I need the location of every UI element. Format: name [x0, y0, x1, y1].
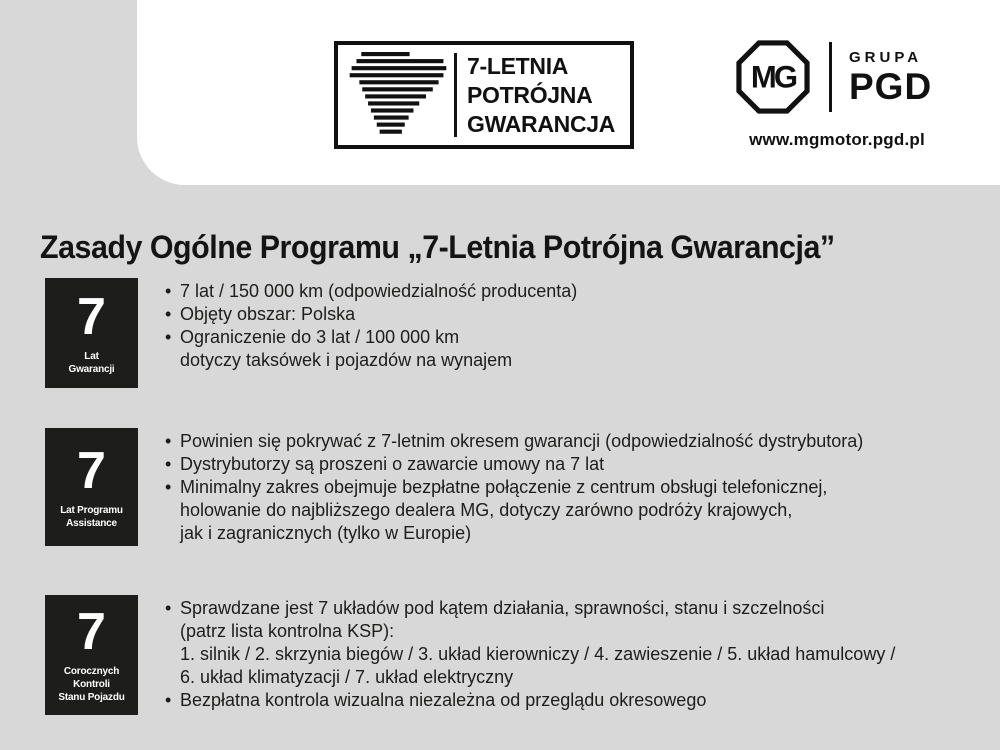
bullet-text: Minimalny zakres obejmuje bezpłatne połączenie z centrum obsługi telefonicznej, [180, 477, 828, 497]
bullet-marker [165, 620, 180, 643]
bullet-marker: • [165, 454, 172, 474]
badge-7-lat-programu-assistance [45, 428, 138, 546]
warranty-box-divider [454, 53, 457, 137]
bullet-marker: • [165, 690, 172, 710]
logo-divider [829, 42, 832, 112]
bullet-marker [165, 666, 180, 689]
bullet-line [165, 643, 895, 666]
bullet-line [165, 499, 863, 522]
badge-label-line1: Lat [84, 350, 99, 362]
badge-label-line2: Gwarancji [68, 363, 115, 375]
bullet-text: Ograniczenie do 3 lat / 100 000 km [180, 327, 460, 347]
bullet-line [165, 597, 895, 620]
bullet-text: Powinien się pokrywać z 7-letnim okresem gwarancji (odpowiedzialność dystrybutora) [180, 431, 864, 451]
bullet-line [165, 476, 863, 499]
mg-logo-icon [735, 40, 811, 114]
grupa-pgd-logo [849, 50, 932, 105]
warranty-line3: GWARANCJA [467, 110, 616, 137]
badge-label [69, 350, 115, 376]
bullet-marker: • [165, 431, 172, 451]
badge-label-line1: Lat Programu [60, 504, 123, 516]
bullet-marker: • [165, 598, 172, 618]
warranty-line1: 7-LETNIA [467, 52, 569, 79]
bullet-line [165, 280, 577, 303]
bullet-line [165, 620, 895, 643]
bullet-marker [165, 349, 180, 372]
badge-number: 7 [77, 603, 106, 661]
bullet-text: Bezpłatna kontrola wizualna niezależna od przeglądu okresowego [180, 690, 707, 710]
bullet-line [165, 303, 577, 326]
website-url: www.mgmotor.pgd.pl [749, 130, 925, 149]
section-warranty-bullets [165, 278, 577, 372]
bullet-text: dotyczy taksówek i pojazdów na wynajem [180, 350, 513, 370]
bullet-line [165, 522, 863, 545]
bullet-marker: • [165, 477, 172, 497]
bullet-text: Dystrybutorzy są proszeni o zawarcie umowy na 7 lat [180, 454, 605, 474]
section-inspections-bullets [165, 595, 895, 712]
bullet-line [165, 349, 577, 372]
bullet-text: (patrz lista kontrolna KSP): [180, 621, 395, 641]
bullet-marker: • [165, 304, 172, 324]
badge-label-line1: Corocznych Kontroli [63, 666, 120, 690]
section-inspections [45, 595, 980, 715]
warranty-logo-box [334, 41, 634, 149]
bullet-marker [165, 643, 180, 666]
bullet-line [165, 689, 895, 712]
header-panel [137, 0, 1000, 185]
bullet-marker [165, 499, 180, 522]
badge-7-corocznych-kontroli [45, 595, 138, 715]
bullet-text: Objęty obszar: Polska [180, 304, 356, 324]
badge-number: 7 [77, 287, 106, 346]
badge-label-line2: Assistance [66, 517, 117, 529]
warranty-line2: POTRÓJNA [467, 81, 593, 108]
warranty-box-text [467, 52, 615, 139]
pgd-label: PGD [849, 66, 933, 107]
bullet-text: holowanie do najbliższego dealera MG, dotyczy zarówno podróży krajowych, [180, 500, 793, 520]
page-title: Zasady Ogólne Programu „7-Letnia Potrójna Gwarancja” [40, 229, 835, 266]
section-warranty [45, 278, 980, 388]
badge-label [60, 504, 123, 530]
striped-seven-icon [348, 52, 448, 138]
badge-label [45, 665, 138, 704]
bullet-line [165, 326, 577, 349]
bullet-line [165, 453, 863, 476]
bullet-marker: • [165, 327, 172, 347]
grupa-label: GRUPA [849, 49, 923, 66]
badge-label-line2: Stanu Pojazdu [58, 692, 125, 703]
bullet-marker [165, 522, 180, 545]
bullet-text: 6. układ klimatyzacji / 7. układ elektryczny [180, 667, 514, 687]
section-assistance-bullets [165, 428, 863, 545]
section-assistance [45, 428, 980, 546]
bullet-text: Sprawdzane jest 7 układów pod kątem działania, sprawności, stanu i szczelności [180, 598, 825, 618]
bullet-text: jak i zagranicznych (tylko w Europie) [180, 523, 472, 543]
badge-number: 7 [77, 441, 106, 500]
mg-logo-letters: MG [750, 59, 796, 95]
badge-7-lat-gwarancji [45, 278, 138, 388]
bullet-text: 7 lat / 150 000 km (odpowiedzialność producenta) [180, 281, 578, 301]
bullet-text: 1. silnik / 2. skrzynia biegów / 3. układ kierowniczy / 4. zawieszenie / 5. układ hamulcowy / [180, 644, 896, 664]
bullet-marker: • [165, 281, 172, 301]
bullet-line [165, 430, 863, 453]
bullet-line [165, 666, 895, 689]
